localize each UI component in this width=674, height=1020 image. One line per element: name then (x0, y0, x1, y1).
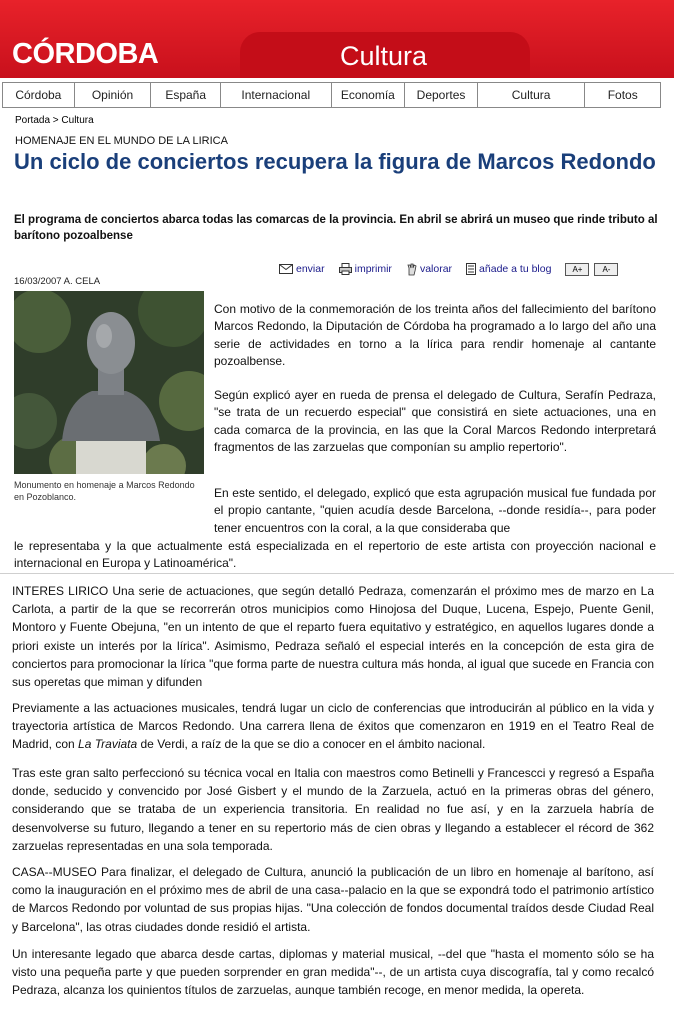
article-dateline: 16/03/2007 A. CELA (14, 276, 101, 287)
blog-label: añade a tu blog (479, 263, 552, 275)
paragraph-6: Tras este gran salto perfeccionó su técnica vocal en Italia con maestros como Betinelli y Francescci y regresó a España donde, seducido y convencido por José Gisbert y el mundo de la Zarzuela, actuó en la primeras obras del género, considerando que se trataba de un experiencia transitoria. En realidad no fue así, y en la zarzuela habría de desenvolverse su futuro, llegando a tener en su repertorio más de cien obras y llegando a establecer el récord de 362 zarzuelas representadas en una sola temporada. (12, 766, 654, 853)
article-toolbar (279, 261, 623, 277)
font-increase-button[interactable]: A+ (565, 263, 589, 276)
paragraph-3a: En este sentido, el delegado, explicó que esta agrupación musical fue fundada por el propio cantante, "quien acudía desde Barcelona, --donde residía--, para poder tener encuentros con la coral, a la que consideraba que (214, 486, 656, 535)
printer-icon (339, 263, 352, 275)
paragraph-5-end: de Verdi, a raíz de la que se dio a conocer en el ámbito nacional. (137, 737, 486, 752)
paragraph-3b: le representaba y la que actualmente está especializada en el repertorio de este artista con proyección nacional e internacional en Europa y Latinoamérica". (14, 539, 656, 571)
article-photo[interactable] (14, 291, 204, 474)
breadcrumb[interactable]: Portada > Cultura (15, 115, 94, 126)
article-headline: Un ciclo de conciertos recupera la figura de Marcos Redondo (14, 149, 656, 174)
nav-item-cultura[interactable]: Cultura (478, 83, 586, 107)
paragraph-4: INTERES LIRICO Una serie de actuaciones, que según detalló Pedraza, comenzarán el próximo mes de marzo en La Carlota, a partir de la que se recorrerán otros municipios como Hinojosa del Duque, Lucena, Espejo, Puente Genil, Montoro y Fuente Obejuna, "en un intento de que el reparto fuera equitativo y estratégico, en aquellos lugares donde a priori existe un interés por la lírica". Asimismo, Pedraza señaló el especial interés en la concepción de esta gira de conciertos para promocionar la lírica "que forma parte de nuestra cultura más honda, al igual que sucede en Francia con sus operetas que miman y difunden (12, 584, 654, 690)
photo-caption: Monumento en homenaje a Marcos Redondo en Pozoblanco. (14, 480, 195, 502)
site-header (0, 0, 674, 78)
bust-monument-image (14, 291, 204, 474)
nav-item-opinion[interactable]: Opinión (75, 83, 152, 107)
rate-label: valorar (419, 263, 453, 275)
nav-item-deportes[interactable]: Deportes (405, 83, 478, 107)
send-button[interactable] (279, 263, 325, 275)
nav-item-fotos[interactable]: Fotos (607, 88, 638, 102)
section-divider (0, 573, 674, 574)
article-kicker: HOMENAJE EN EL MUNDO DE LA LIRICA (15, 135, 228, 147)
nav-item-espana[interactable]: España (151, 83, 221, 107)
site-logo[interactable]: CÓRDOBA (12, 38, 159, 70)
hand-icon (406, 263, 417, 276)
paragraph-8: Un interesante legado que abarca desde cartas, diplomas y material musical, --del que "hasta el momento sólo se ha visto una pequeña parte y que pueden sorprender en gran medida"--, de un artista cuya discografía, tal y como recalcó Pedraza, alcanza los quinientos títulos de zarzuelas, aunque también recoge, en menor medida, la opereta. (12, 947, 654, 998)
print-button[interactable] (339, 263, 392, 275)
document-icon (466, 263, 476, 275)
nav-item-cordoba[interactable]: Córdoba (3, 83, 75, 107)
print-label: imprimir (354, 263, 392, 275)
main-nav (2, 82, 661, 108)
blog-button[interactable] (466, 263, 551, 275)
send-label: enviar (296, 263, 325, 275)
paragraph-7: CASA--MUSEO Para finalizar, el delegado de Cultura, anunció la publicación de un libro en homenaje al barítono, así como la inauguración en el próximo mes de abril de una casa--palacio en la que se expondrá todo el patrimonio artístico de Marcos Redondo por voluntad de sus propias hijas. "Una colección de fondos documental traídos desde Ciudad Real y Barcelona", las otras ciudades donde residió el artista. (12, 865, 654, 934)
article-subtitle: El programa de conciertos abarca todas las comarcas de la provincia. En abril se abrirá un museo que rinde tributo al barítono pozoalbense (14, 214, 658, 242)
section-title[interactable]: Cultura (340, 41, 428, 71)
nav-item-economia[interactable]: Economía (332, 83, 406, 107)
opera-title: La Traviata (78, 737, 138, 752)
paragraph-2: Según explicó ayer en rueda de prensa el delegado de Cultura, Serafín Pedraza, "se trata de un recuerdo especial" que consistirá en siete actuaciones, una en cada comarca de la provincia, en las que la Coral Marcos Redondo interpretará fragmentos de las zarzuelas que componían su amplio repertorio". (214, 388, 656, 454)
paragraph-1: Con motivo de la conmemoración de los treinta años del fallecimiento del barítono Marcos Redondo, la Diputación de Córdoba ha programado a lo largo del año una serie de actividades en torno a la lírica para rendir homenaje al cantante pozoalbense. (214, 302, 656, 368)
rate-button[interactable] (406, 263, 452, 276)
nav-item-internacional[interactable]: Internacional (221, 83, 332, 107)
paragraph-5-text: Previamente a las actuaciones musicales, tendrá lugar un ciclo de conferencias que introducirán al público en la vida y trayectoria artística de Marcos Redondo. Una carrera llena de éxitos que comenzaron en 1919 en el Teatro Real de Madrid, con (12, 701, 654, 752)
font-decrease-button[interactable]: A- (594, 263, 618, 276)
envelope-icon (279, 264, 293, 274)
paragraph-5 (12, 699, 654, 754)
